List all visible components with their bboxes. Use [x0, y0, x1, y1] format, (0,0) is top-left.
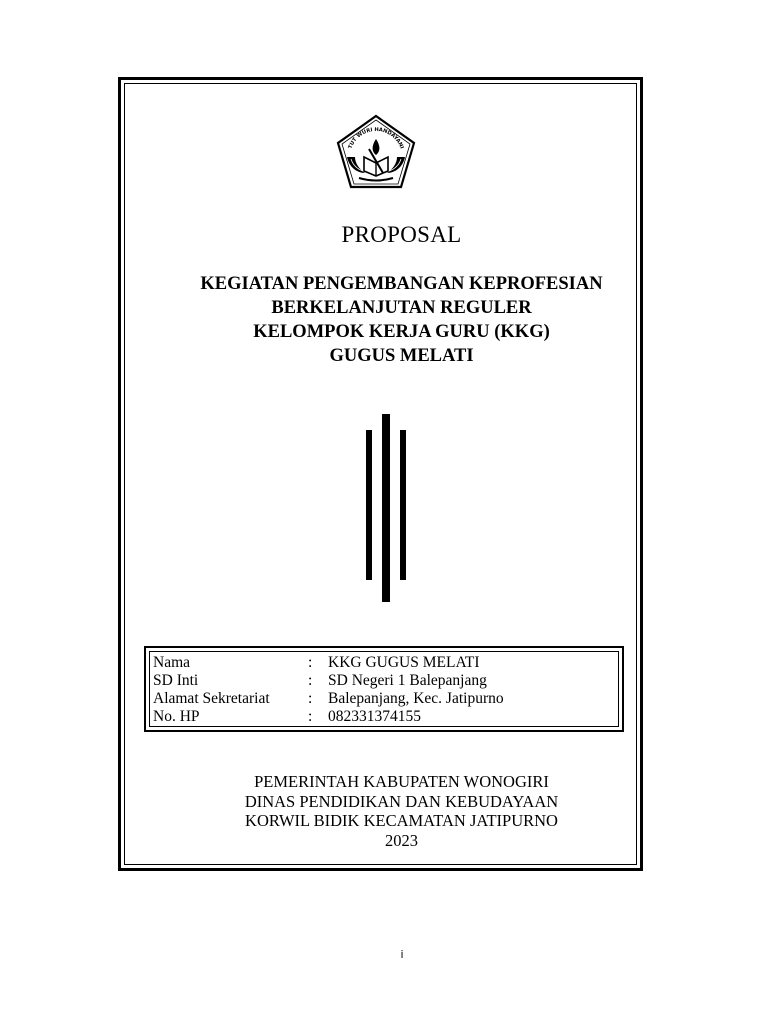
institution-line: PEMERINTAH KABUPATEN WONOGIRI: [254, 772, 549, 791]
info-separator: :: [308, 690, 313, 707]
institution-line: DINAS PENDIDIKAN DAN KEBUDAYAAN: [244, 791, 559, 811]
identity-table: [153, 654, 617, 726]
info-row-sd-inti: [153, 672, 617, 690]
center-bar: [382, 414, 390, 602]
institution-block: [124, 772, 679, 850]
right-bar: [400, 430, 406, 580]
svg-text:TUT WURI HANDAYANI: TUT WURI HANDAYANI: [347, 126, 405, 150]
page-number: i: [400, 948, 404, 961]
document-type: PROPOSAL: [341, 222, 462, 247]
proposal-title: [124, 272, 679, 368]
info-value: SD Negeri 1 Balepanjang: [328, 672, 487, 689]
info-value: 082331374155: [328, 708, 421, 725]
left-bar: [366, 430, 372, 580]
info-value: Balepanjang, Kec. Jatipurno: [328, 690, 504, 707]
year: 2023: [385, 830, 418, 850]
tut-wuri-handayani-emblem-icon: [333, 113, 419, 191]
decorative-bars: [360, 414, 410, 602]
info-separator: :: [308, 708, 313, 725]
title-line: BERKELANJUTAN REGULER: [271, 298, 532, 318]
title-line: KEGIATAN PENGEMBANGAN KEPROFESIAN: [200, 274, 603, 294]
institution-line: KORWIL BIDIK KECAMATAN JATIPURNO: [245, 811, 558, 830]
info-row-nama: [153, 654, 617, 672]
info-separator: :: [308, 654, 313, 671]
info-label: Nama: [153, 654, 191, 671]
info-row-no-hp: [153, 708, 617, 726]
title-line: KELOMPOK KERJA GURU (KKG): [253, 322, 550, 342]
info-row-alamat: [153, 690, 617, 708]
info-value: KKG GUGUS MELATI: [328, 654, 480, 671]
info-label: SD Inti: [153, 672, 199, 689]
info-separator: :: [308, 672, 313, 689]
title-line: GUGUS MELATI: [329, 346, 474, 366]
info-label: No. HP: [153, 708, 200, 725]
info-label: Alamat Sekretariat: [153, 690, 270, 707]
